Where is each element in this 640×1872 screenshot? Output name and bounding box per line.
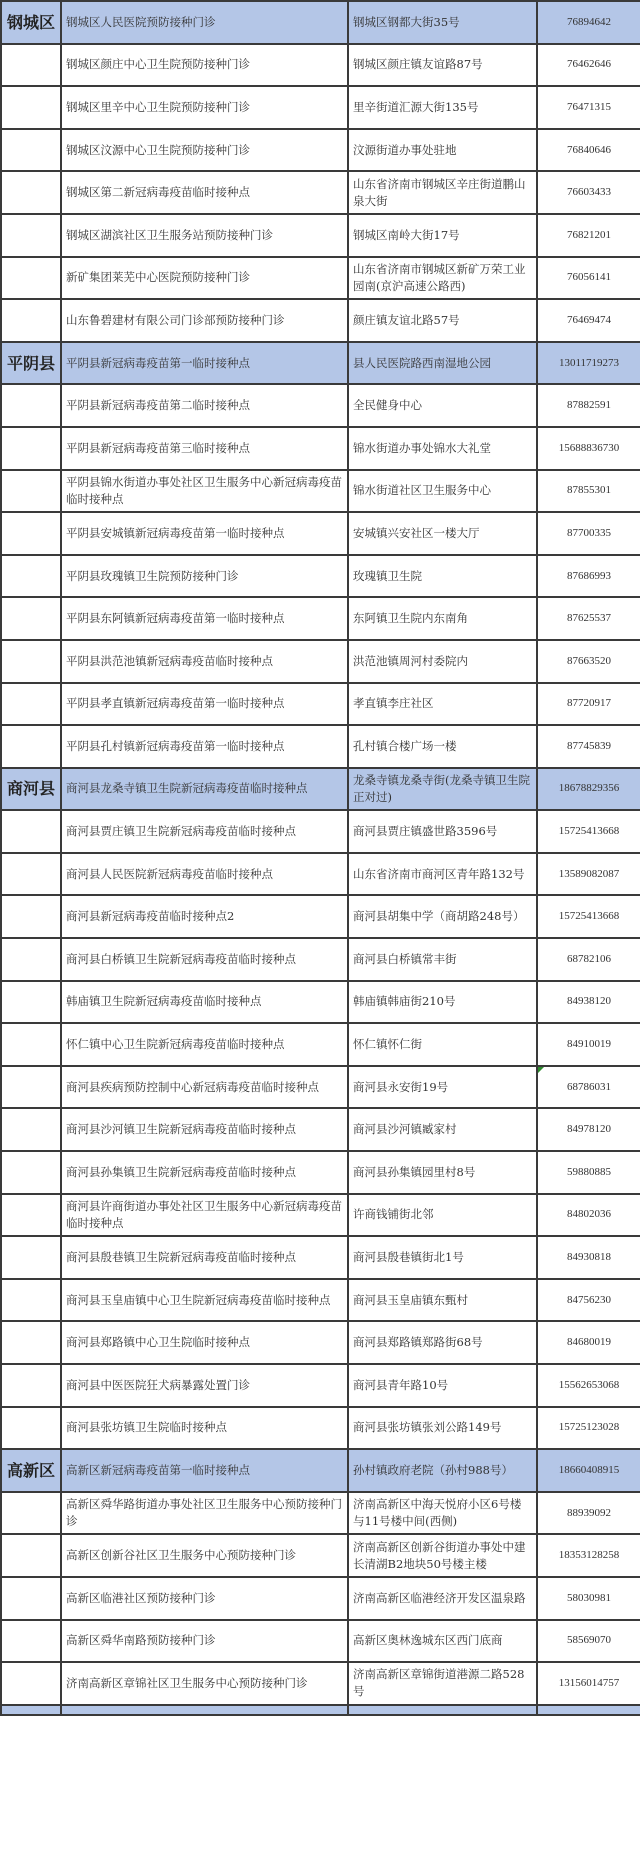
- district-cell: [1, 44, 61, 87]
- district-cell: [1, 86, 61, 129]
- table-row: [1, 512, 640, 555]
- site-name-cell: 商河县殷巷镇卫生院新冠病毒疫苗临时接种点: [61, 1236, 348, 1279]
- phone-cell: 15725123028: [537, 1407, 640, 1450]
- table-row: [1, 938, 640, 981]
- district-cell: 钢城区: [1, 1, 61, 44]
- district-cell: [1, 555, 61, 598]
- district-cell: [1, 895, 61, 938]
- site-name-cell: 高新区舜华路街道办事处社区卫生服务中心预防接种门诊: [61, 1492, 348, 1535]
- table-row: [1, 597, 640, 640]
- phone-cell: 87700335: [537, 512, 640, 555]
- table-row: [1, 981, 640, 1024]
- phone-cell: 13156014757: [537, 1662, 640, 1705]
- phone-cell: 76462646: [537, 44, 640, 87]
- table-row: [1, 44, 640, 87]
- phone-cell: 18660408915: [537, 1449, 640, 1492]
- table-row: [1, 810, 640, 853]
- table-row: [1, 853, 640, 896]
- phone-cell: 87625537: [537, 597, 640, 640]
- district-cell: [1, 810, 61, 853]
- site-name-cell: 钢城区湖滨社区卫生服务站预防接种门诊: [61, 214, 348, 257]
- phone-cell: 58569070: [537, 1620, 640, 1663]
- address-cell: 商河县贾庄镇盛世路3596号: [348, 810, 537, 853]
- table-row: [1, 384, 640, 427]
- site-name-cell: 商河县郑路镇中心卫生院临时接种点: [61, 1321, 348, 1364]
- phone-cell: 87663520: [537, 640, 640, 683]
- address-cell: 济南高新区章锦街道港源二路528号: [348, 1662, 537, 1705]
- site-name-cell: 山东鲁碧建材有限公司门诊部预防接种门诊: [61, 299, 348, 342]
- address-cell: 济南高新区临港经济开发区温泉路: [348, 1577, 537, 1620]
- district-cell: [1, 171, 61, 214]
- address-cell: 商河县孙集镇园里村8号: [348, 1151, 537, 1194]
- district-cell: [1, 853, 61, 896]
- district-cell: [1, 470, 61, 513]
- table-row: [1, 1023, 640, 1066]
- phone-cell: 76894642: [537, 1, 640, 44]
- district-cell: [1, 1364, 61, 1407]
- site-name-cell: 怀仁镇中心卫生院新冠病毒疫苗临时接种点: [61, 1023, 348, 1066]
- district-cell: [1, 1534, 61, 1577]
- phone-cell: 13011719273: [537, 342, 640, 385]
- table-row: [1, 1364, 640, 1407]
- district-cell: [1, 1492, 61, 1535]
- table-row: [1, 1492, 640, 1535]
- phone-cell: 15688836730: [537, 427, 640, 470]
- phone-cell: 15725413668: [537, 895, 640, 938]
- site-name-cell: 商河县人民医院新冠病毒疫苗临时接种点: [61, 853, 348, 896]
- address-cell: 钢城区颜庄镇友谊路87号: [348, 44, 537, 87]
- district-cell: [1, 981, 61, 1024]
- site-name-cell: 济南高新区章锦社区卫生服务中心预防接种门诊: [61, 1662, 348, 1705]
- table-row: [1, 214, 640, 257]
- table-row: [1, 1577, 640, 1620]
- table-row: [1, 129, 640, 172]
- address-cell: 汶源街道办事处驻地: [348, 129, 537, 172]
- district-header-row: [1, 342, 640, 385]
- table-row: [1, 470, 640, 513]
- phone-cell: 15562653068: [537, 1364, 640, 1407]
- phone-cell: 84756230: [537, 1279, 640, 1322]
- district-cell: [1, 597, 61, 640]
- address-cell: 商河县沙河镇臧家村: [348, 1108, 537, 1151]
- phone-cell: 87855301: [537, 470, 640, 513]
- phone-cell: 87882591: [537, 384, 640, 427]
- site-name-cell: 平阴县新冠病毒疫苗第二临时接种点: [61, 384, 348, 427]
- address-cell: 孔村镇合楼广场一楼: [348, 725, 537, 768]
- phone-cell: 15725413668: [537, 810, 640, 853]
- address-cell: 洪范池镇周河村委院内: [348, 640, 537, 683]
- site-name-cell: 平阴县新冠病毒疫苗第三临时接种点: [61, 427, 348, 470]
- address-cell: 商河县胡集中学（商胡路248号）: [348, 895, 537, 938]
- address-cell: 锦水街道社区卫生服务中心: [348, 470, 537, 513]
- address-cell: 玫瑰镇卫生院: [348, 555, 537, 598]
- district-header-row: [1, 768, 640, 811]
- district-cell: [1, 427, 61, 470]
- address-cell: 商河县青年路10号: [348, 1364, 537, 1407]
- phone-cell: 58030981: [537, 1577, 640, 1620]
- site-name-cell: 平阴县安城镇新冠病毒疫苗第一临时接种点: [61, 512, 348, 555]
- district-cell: [1, 1108, 61, 1151]
- table-row: [1, 1279, 640, 1322]
- phone-cell: 84680019: [537, 1321, 640, 1364]
- district-cell: [1, 1577, 61, 1620]
- address-cell: 孝直镇李庄社区: [348, 683, 537, 726]
- site-name-cell: 平阴县玫瑰镇卫生院预防接种门诊: [61, 555, 348, 598]
- district-cell: 商河县: [1, 768, 61, 811]
- site-name-cell: 韩庙镇卫生院新冠病毒疫苗临时接种点: [61, 981, 348, 1024]
- address-cell: 钢城区南岭大街17号: [348, 214, 537, 257]
- address-cell: 安城镇兴安社区一楼大厅: [348, 512, 537, 555]
- district-cell: [1, 1705, 61, 1715]
- site-name-cell: 商河县疾病预防控制中心新冠病毒疫苗临时接种点: [61, 1066, 348, 1109]
- district-cell: [1, 938, 61, 981]
- table-row: [1, 257, 640, 300]
- table-row: [1, 1066, 640, 1109]
- phone-cell: 68786031: [537, 1066, 640, 1109]
- phone-cell: 84802036: [537, 1194, 640, 1237]
- site-name-cell: 平阴县锦水街道办事处社区卫生服务中心新冠病毒疫苗临时接种点: [61, 470, 348, 513]
- phone-cell: 13589082087: [537, 853, 640, 896]
- district-cell: [1, 725, 61, 768]
- phone-cell: 76603433: [537, 171, 640, 214]
- address-cell: 锦水街道办事处锦水大礼堂: [348, 427, 537, 470]
- site-name-cell: 高新区创新谷社区卫生服务中心预防接种门诊: [61, 1534, 348, 1577]
- table-row: [1, 1194, 640, 1237]
- phone-cell: 76056141: [537, 257, 640, 300]
- site-name-cell: 钢城区颜庄中心卫生院预防接种门诊: [61, 44, 348, 87]
- site-name-cell: 平阴县新冠病毒疫苗第一临时接种点: [61, 342, 348, 385]
- address-cell: 山东省济南市钢城区新矿万荣工业园南(京沪高速公路西): [348, 257, 537, 300]
- district-cell: [1, 1194, 61, 1237]
- site-name-cell: 商河县白桥镇卫生院新冠病毒疫苗临时接种点: [61, 938, 348, 981]
- district-cell: [1, 1620, 61, 1663]
- site-name-cell: 商河县新冠病毒疫苗临时接种点2: [61, 895, 348, 938]
- site-name-cell: 新矿集团莱芜中心医院预防接种门诊: [61, 257, 348, 300]
- cell-comment-marker-icon: [538, 1067, 544, 1073]
- district-header-row: [1, 1705, 640, 1715]
- table-row: [1, 1407, 640, 1450]
- table-row: [1, 555, 640, 598]
- district-header-row: [1, 1449, 640, 1492]
- site-name-cell: 商河县玉皇庙镇中心卫生院新冠病毒疫苗临时接种点: [61, 1279, 348, 1322]
- table-row: [1, 895, 640, 938]
- address-cell: 县人民医院路西南湿地公园: [348, 342, 537, 385]
- phone-cell: 18353128258: [537, 1534, 640, 1577]
- phone-cell: 76840646: [537, 129, 640, 172]
- table-row: [1, 1662, 640, 1705]
- site-name-cell: 平阴县东阿镇新冠病毒疫苗第一临时接种点: [61, 597, 348, 640]
- table-row: [1, 1321, 640, 1364]
- district-cell: [1, 299, 61, 342]
- site-name-cell: 商河县贾庄镇卫生院新冠病毒疫苗临时接种点: [61, 810, 348, 853]
- address-cell: 高新区奥林逸城东区西门底商: [348, 1620, 537, 1663]
- address-cell: 韩庙镇韩庙街210号: [348, 981, 537, 1024]
- phone-cell: 87720917: [537, 683, 640, 726]
- address-cell: 钢城区钢都大街35号: [348, 1, 537, 44]
- phone-cell: 76469474: [537, 299, 640, 342]
- site-name-cell: 高新区新冠病毒疫苗第一临时接种点: [61, 1449, 348, 1492]
- phone-cell: 18678829356: [537, 768, 640, 811]
- phone-cell: [537, 1705, 640, 1715]
- table-row: [1, 640, 640, 683]
- address-cell: 商河县郑路镇郑路街68号: [348, 1321, 537, 1364]
- district-cell: [1, 257, 61, 300]
- site-name-cell: 钢城区汶源中心卫生院预防接种门诊: [61, 129, 348, 172]
- district-cell: [1, 1023, 61, 1066]
- site-name-cell: 高新区临港社区预防接种门诊: [61, 1577, 348, 1620]
- address-cell: 山东省济南市商河区青年路132号: [348, 853, 537, 896]
- address-cell: 商河县张坊镇张刘公路149号: [348, 1407, 537, 1450]
- address-cell: 商河县白桥镇常丰街: [348, 938, 537, 981]
- address-cell: 颜庄镇友谊北路57号: [348, 299, 537, 342]
- table-row: [1, 171, 640, 214]
- district-cell: [1, 1407, 61, 1450]
- site-name-cell: [61, 1705, 348, 1715]
- table-row: [1, 1620, 640, 1663]
- site-name-cell: 商河县沙河镇卫生院新冠病毒疫苗临时接种点: [61, 1108, 348, 1151]
- phone-cell: 84930818: [537, 1236, 640, 1279]
- phone-cell: 87686993: [537, 555, 640, 598]
- district-cell: [1, 640, 61, 683]
- table-row: [1, 1534, 640, 1577]
- site-name-cell: 钢城区第二新冠病毒疫苗临时接种点: [61, 171, 348, 214]
- address-cell: 里辛街道汇源大街135号: [348, 86, 537, 129]
- district-cell: [1, 1321, 61, 1364]
- phone-cell: 84978120: [537, 1108, 640, 1151]
- district-cell: [1, 129, 61, 172]
- address-cell: 龙桑寺镇龙桑寺街(龙桑寺镇卫生院正对过): [348, 768, 537, 811]
- address-cell: 商河县玉皇庙镇东甄村: [348, 1279, 537, 1322]
- district-cell: [1, 1662, 61, 1705]
- district-cell: 高新区: [1, 1449, 61, 1492]
- site-name-cell: 商河县许商街道办事处社区卫生服务中心新冠病毒疫苗临时接种点: [61, 1194, 348, 1237]
- phone-cell: 59880885: [537, 1151, 640, 1194]
- site-name-cell: 钢城区人民医院预防接种门诊: [61, 1, 348, 44]
- address-cell: 济南高新区中海天悦府小区6号楼与11号楼中间(西侧): [348, 1492, 537, 1535]
- phone-cell: 84910019: [537, 1023, 640, 1066]
- site-name-cell: 平阴县孝直镇新冠病毒疫苗第一临时接种点: [61, 683, 348, 726]
- address-cell: 许商钱铺街北邻: [348, 1194, 537, 1237]
- address-cell: [348, 1705, 537, 1715]
- district-cell: [1, 1279, 61, 1322]
- address-cell: 山东省济南市钢城区辛庄街道鹏山泉大街: [348, 171, 537, 214]
- phone-cell: 84938120: [537, 981, 640, 1024]
- site-name-cell: 平阴县孔村镇新冠病毒疫苗第一临时接种点: [61, 725, 348, 768]
- table-row: [1, 299, 640, 342]
- district-cell: [1, 512, 61, 555]
- site-name-cell: 商河县中医医院狂犬病暴露处置门诊: [61, 1364, 348, 1407]
- address-cell: 东阿镇卫生院内东南角: [348, 597, 537, 640]
- table-row: [1, 683, 640, 726]
- site-name-cell: 商河县龙桑寺镇卫生院新冠病毒疫苗临时接种点: [61, 768, 348, 811]
- district-header-row: [1, 1, 640, 44]
- site-name-cell: 平阴县洪范池镇新冠病毒疫苗临时接种点: [61, 640, 348, 683]
- site-name-cell: 商河县孙集镇卫生院新冠病毒疫苗临时接种点: [61, 1151, 348, 1194]
- table-row: [1, 1108, 640, 1151]
- phone-cell: 87745839: [537, 725, 640, 768]
- site-name-cell: 商河县张坊镇卫生院临时接种点: [61, 1407, 348, 1450]
- phone-cell: 76821201: [537, 214, 640, 257]
- table-row: [1, 86, 640, 129]
- table-row: [1, 725, 640, 768]
- address-cell: 商河县殷巷镇街北1号: [348, 1236, 537, 1279]
- phone-cell: 88939092: [537, 1492, 640, 1535]
- district-cell: 平阴县: [1, 342, 61, 385]
- site-name-cell: 钢城区里辛中心卫生院预防接种门诊: [61, 86, 348, 129]
- phone-cell: 68782106: [537, 938, 640, 981]
- address-cell: 孙村镇政府老院（孙村988号）: [348, 1449, 537, 1492]
- address-cell: 全民健身中心: [348, 384, 537, 427]
- phone-cell: 76471315: [537, 86, 640, 129]
- district-cell: [1, 214, 61, 257]
- address-cell: 怀仁镇怀仁街: [348, 1023, 537, 1066]
- table-row: [1, 427, 640, 470]
- address-cell: 商河县永安街19号: [348, 1066, 537, 1109]
- table-row: [1, 1236, 640, 1279]
- table-body: [1, 1, 640, 1715]
- district-cell: [1, 1066, 61, 1109]
- table-row: [1, 1151, 640, 1194]
- address-cell: 济南高新区创新谷街道办事处中建长清湖B2地块50号楼主楼: [348, 1534, 537, 1577]
- district-cell: [1, 384, 61, 427]
- district-cell: [1, 683, 61, 726]
- district-cell: [1, 1151, 61, 1194]
- district-cell: [1, 1236, 61, 1279]
- site-name-cell: 高新区舜华南路预防接种门诊: [61, 1620, 348, 1663]
